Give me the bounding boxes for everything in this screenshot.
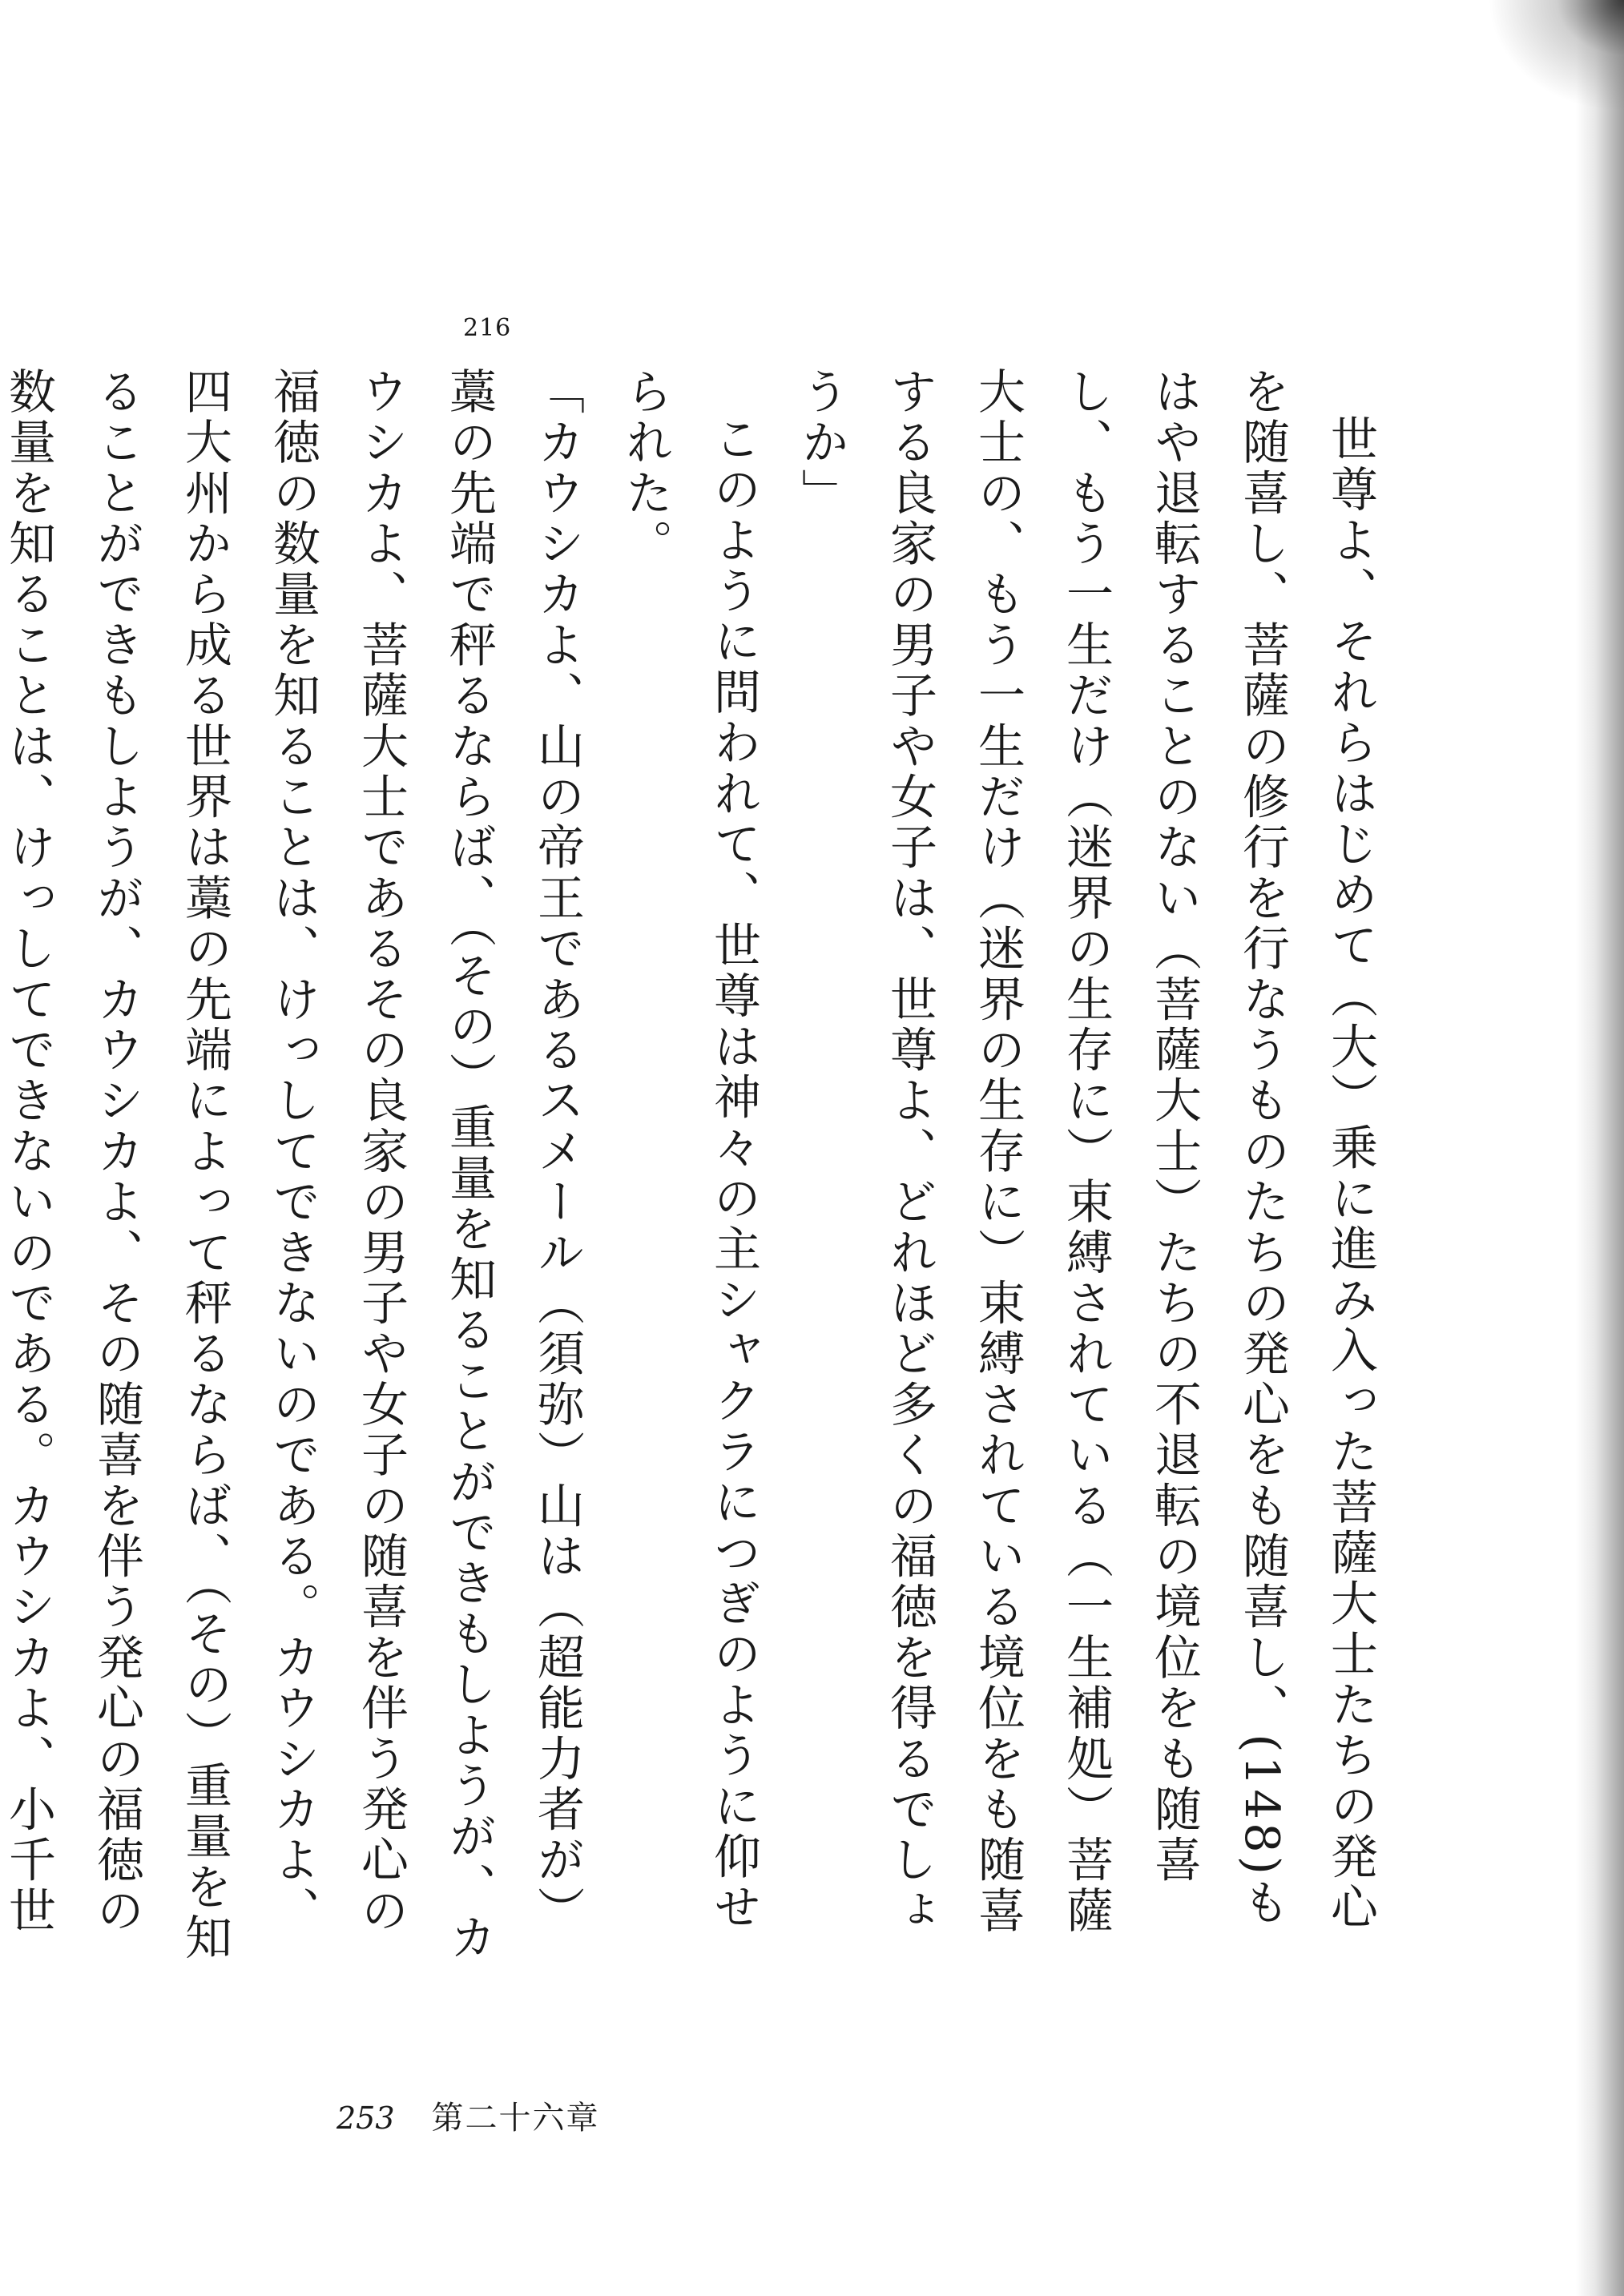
body-text: [1, 367, 1394, 1979]
paragraph-3: 「カウシカよ、山の帝王であるスメール（須弥）山は（超能力者が）藁の先端で秤るならば、（その）重量を知ることができもしようが、カウシカよ、菩薩大士であるその良家の男子や女子の随喜を伴う発心の福徳の数量を知ることは、けっしてできないのである。カウシカよ、四大州から成る世界は藁の先端によって秤るならば、（その）重量を知ることができもしようが、カウシカよ、その随喜を伴う発心の福徳の数量を知ることは、けっしてできないのである。カウシカよ、小千世: [1, 367, 585, 1964]
chapter-title: 第二十六章: [431, 2100, 600, 2137]
footer-page-number: 253: [336, 2101, 395, 2136]
scan-edge-shadow: [1576, 0, 1624, 2296]
paragraph-1: 世尊よ、それらはじめて（大）乗に進み入った菩薩大士たちの発心を随喜し、菩薩の修行を行なうものたちの発心をも随喜し、(148)もはや退転することのない（菩薩大士）たちの不退転の境位をも随喜し、もう一生だけ（迷界の生存に）束縛されている（一生補処）菩薩大士の、もう一生だけ（迷界の生存に）束縛されている境位をも随喜する良家の男子や女子は、世尊よ、どれほど多くの福徳を得るでしょうか」: [794, 367, 1378, 1937]
paragraph-2: このように問われて、世尊は神々の主シャクラにつぎのように仰せられた。: [618, 367, 761, 1933]
page-number-top: 216: [463, 314, 512, 342]
scan-corner-shadow: [1488, 0, 1624, 112]
page-footer: [336, 2093, 600, 2138]
